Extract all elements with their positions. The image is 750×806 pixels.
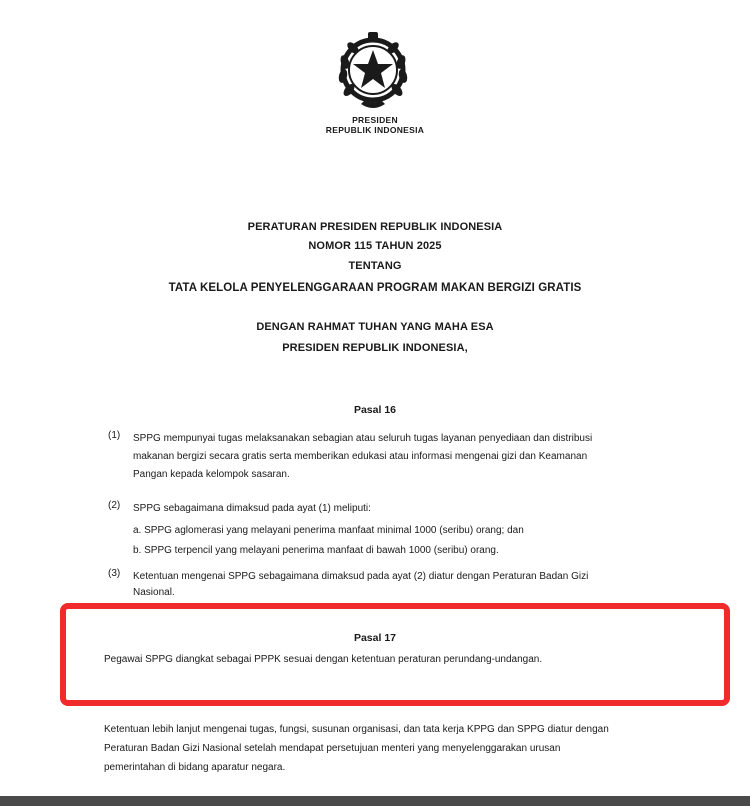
closing-line2: Peraturan Badan Gizi Nasional setelah mendapat persetujuan menteri yang menyelenggarakan urusan: [104, 743, 561, 754]
article-16-heading: Pasal 16: [353, 404, 397, 416]
closing-paragraph: [104, 720, 732, 777]
clause-1-text: [133, 430, 733, 484]
closing-line1: Ketentuan lebih lanjut mengenai tugas, fungsi, susunan organisasi, dan tata kerja KPPG dan SPPG diatur dengan: [104, 724, 609, 735]
clause-2-text: SPPG sebagaimana dimaksud pada ayat (1) meliputi:: [133, 503, 371, 514]
clause-1-line2: makanan bergizi secara gratis serta memberikan edukasi atau informasi mengenai gizi dan Keamanan: [133, 451, 588, 462]
presidential-star-emblem-icon: [331, 28, 415, 112]
closing-line3: pemerintahan di bidang aparatur negara.: [104, 762, 286, 773]
regulation-about: TENTANG: [348, 260, 402, 272]
preamble-line2: PRESIDEN REPUBLIK INDONESIA,: [282, 342, 468, 354]
clause-3-line2: Nasional.: [133, 587, 175, 598]
clause-1-line1: SPPG mempunyai tugas melaksanakan sebagian atau seluruh tugas layanan penyediaan dan distribusi: [133, 433, 593, 444]
clause-1-line3: Pangan kepada kelompok sasaran.: [133, 469, 290, 480]
article-17-heading: Pasal 17: [353, 632, 397, 644]
regulation-title: PERATURAN PRESIDEN REPUBLIK INDONESIA: [247, 221, 503, 233]
clause-3-text: [133, 568, 733, 600]
emblem-caption-line2: REPUBLIK INDONESIA: [325, 125, 425, 135]
article-17-text: Pegawai SPPG diangkat sebagai PPPK sesuai dengan ketentuan peraturan perundang-undangan.: [104, 654, 543, 665]
clause-1-number: (1): [108, 430, 121, 441]
clause-2-item-a: a. SPPG aglomerasi yang melayani penerima manfaat minimal 1000 (seribu) orang; dan: [133, 525, 524, 536]
preamble-line1: DENGAN RAHMAT TUHAN YANG MAHA ESA: [256, 321, 494, 333]
clause-2-item-b: b. SPPG terpencil yang melayani penerima manfaat di bawah 1000 (seribu) orang.: [133, 545, 499, 556]
clause-3-line1: Ketentuan mengenai SPPG sebagaimana dimaksud pada ayat (2) diatur dengan Peraturan Badan Gizi: [133, 571, 589, 582]
clause-2-number: (2): [108, 500, 121, 511]
clause-3-number: (3): [108, 568, 121, 579]
regulation-subject: TATA KELOLA PENYELENGGARAAN PROGRAM MAKAN BERGIZI GRATIS: [168, 282, 582, 294]
page-bottom-edge: [0, 796, 750, 806]
emblem-caption-line1: PRESIDEN: [352, 115, 398, 125]
regulation-number: NOMOR 115 TAHUN 2025: [308, 240, 442, 252]
